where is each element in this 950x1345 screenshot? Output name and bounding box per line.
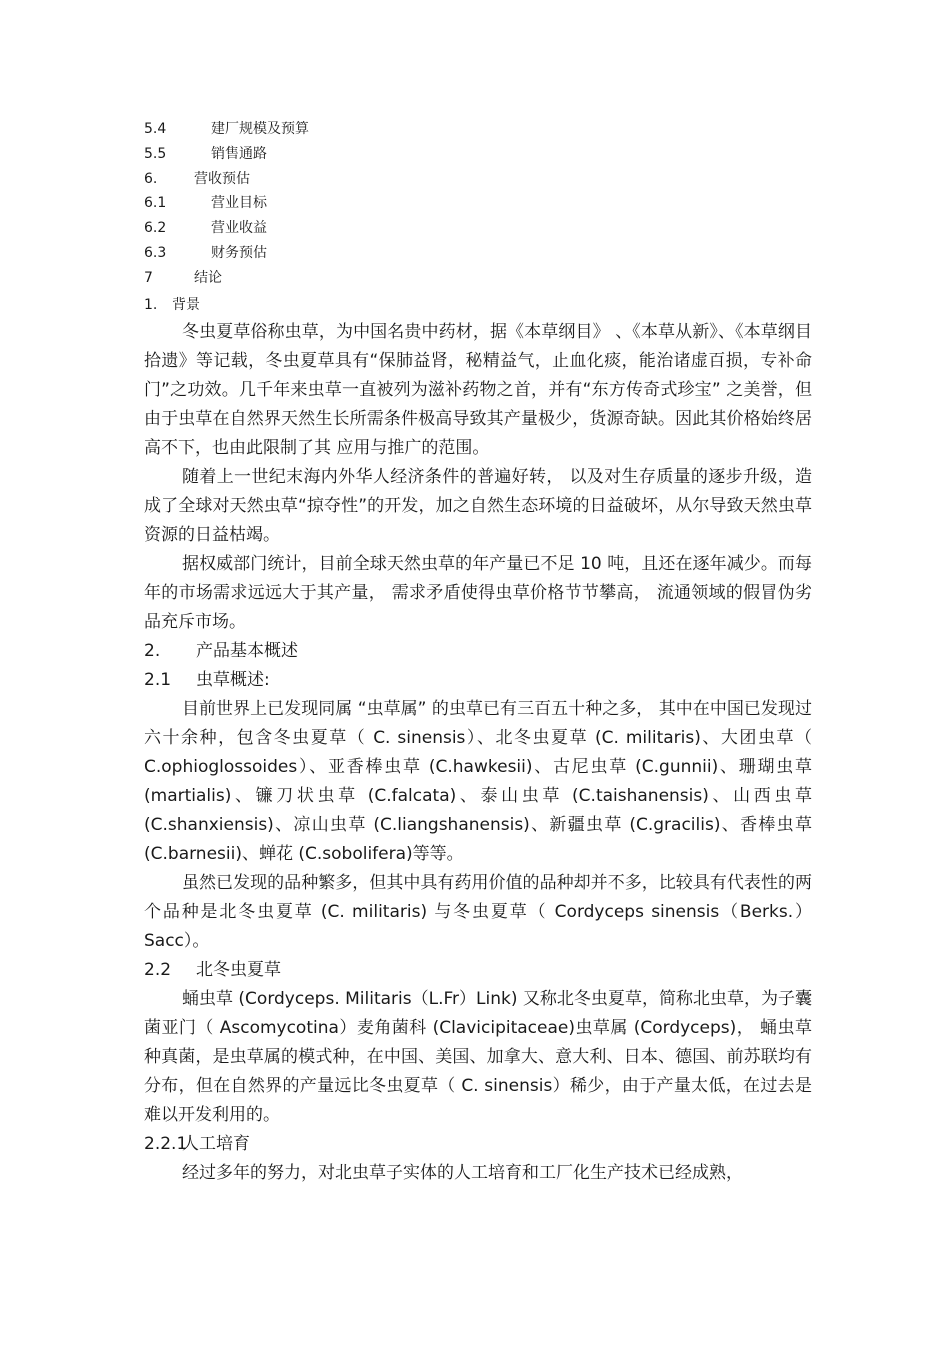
section-title: 背景 [172,297,200,313]
toc-item-number: 6. [144,170,158,187]
toc-item [144,117,309,142]
section-number: 2. [144,641,161,661]
section-title: 人工培育 [182,1134,250,1154]
toc-item-number: 6.3 [144,244,167,261]
toc-item-number: 5.4 [144,121,167,137]
section-heading-background [144,294,200,316]
section-number: 1. [144,297,158,313]
subsubsection-heading [144,1130,812,1159]
toc-item-title: 营业收益 [211,220,267,237]
toc-item-number: 5.5 [144,145,167,162]
section-title: 产品基本概述 [196,641,298,661]
toc-item-title: 营业目标 [211,195,267,212]
toc-item [144,241,309,266]
section-title: 虫草概述: [196,670,270,690]
section-number: 2.2 [144,960,172,980]
toc-item-title: 营收预估 [194,170,250,187]
paragraph: 虽然已发现的品种繁多，但其中具有药用价值的品种却并不多，比较具有代表性的两个品种是北冬虫夏草 (C. militaris) 与冬虫夏草（ Cordyceps sinensis（Berks.）Sacc）。 [144,873,812,951]
toc-item-title: 建厂规模及预算 [211,121,309,137]
toc-item [144,216,309,241]
paragraph: 随着上一世纪末海内外华人经济条件的普遍好转， 以及对生存质量的逐步升级，造成了全球对天然虫草“掠夺性”的开发，加之自然生态环境的日益破坏，从尔导致天然虫草资源的日益枯竭。 [144,467,812,545]
subsection-heading [144,666,812,695]
toc-item [144,266,309,291]
toc-item [144,142,309,167]
toc-item-number: 6.2 [144,220,167,237]
toc-item-title: 财务预估 [211,244,267,261]
toc-item [144,191,309,216]
section-number: 2.1 [144,670,172,690]
section-heading [144,637,812,666]
body-text [144,318,812,1188]
paragraph: 目前世界上已发现同属 “虫草属” 的虫草已有三百五十种之多， 其中在中国已发现过六十余种，包含冬虫夏草（ C. sinensis）、北冬虫夏草 (C. militaris)、大团虫草（ C.ophioglossoides）、亚香棒虫草 (C.hawkesii)、古尼虫草 (C.gunnii)、珊瑚虫草 (martialis)、镰刀状虫草 (C.falcata)、泰山虫草 (C.taishanensis)、山西虫草 (C.shanxiensis)、凉山虫草 (C.liangshanensis)、新疆虫草 (C.gracilis)、香棒虫草 (C.barnesii)、蝉花 (C.sobolifera)等等。 [144,699,812,864]
paragraph: 据权威部门统计，目前全球天然虫草的年产量已不足 10 吨，且还在逐年减少。而每年的市场需求远远大于其产量， 需求矛盾使得虫草价格节节攀高， 流通领域的假冒伪劣品充斥市场。 [144,554,812,632]
paragraph: 蛹虫草 (Cordyceps. Militaris（L.Fr）Link) 又称北冬虫夏草，简称北虫草，为子囊菌亚门（ Ascomycotina）麦角菌科 (Clavicipitaceae)虫草属 (Cordyceps)， 蛹虫草种真菌，是虫草属的模式种，在中国、美国、加拿大、意大利、日本、德国、前苏联均有分布，但在自然界的产量远比冬虫夏草（ C. sinensis）稀少，由于产量太低，在过去是难以开发利用的。 [144,989,812,1125]
subsection-heading [144,956,812,985]
toc-item-number: 6.1 [144,195,167,212]
paragraph: 经过多年的努力，对北虫草子实体的人工培育和工厂化生产技术已经成熟， [182,1163,743,1183]
toc-item-number: 7 [144,269,153,286]
section-title: 北冬虫夏草 [196,960,281,980]
toc-item-title: 结论 [194,269,222,286]
toc-item [144,167,309,192]
paragraph: 冬虫夏草俗称虫草，为中国名贵中药材，据《本草纲目》 、《本草从新》、《本草纲目拾遗》等记载，冬虫夏草具有“保肺益肾，秘精益气，止血化痰，能治诸虚百损，专补命门”之功效。几千年来虫草一直被列为滋补药物之首，并有“东方传奇式珍宝” 之美誉，但由于虫草在自然界天然生长所需条件极高导致其产量极少，货源奇缺。因此其价格始终居高不下，也由此限制了其 应用与推广的范围。 [144,322,812,458]
toc-item-title: 销售通路 [211,145,267,162]
table-of-contents [144,117,309,291]
section-number: 2.2.1 [144,1134,188,1154]
